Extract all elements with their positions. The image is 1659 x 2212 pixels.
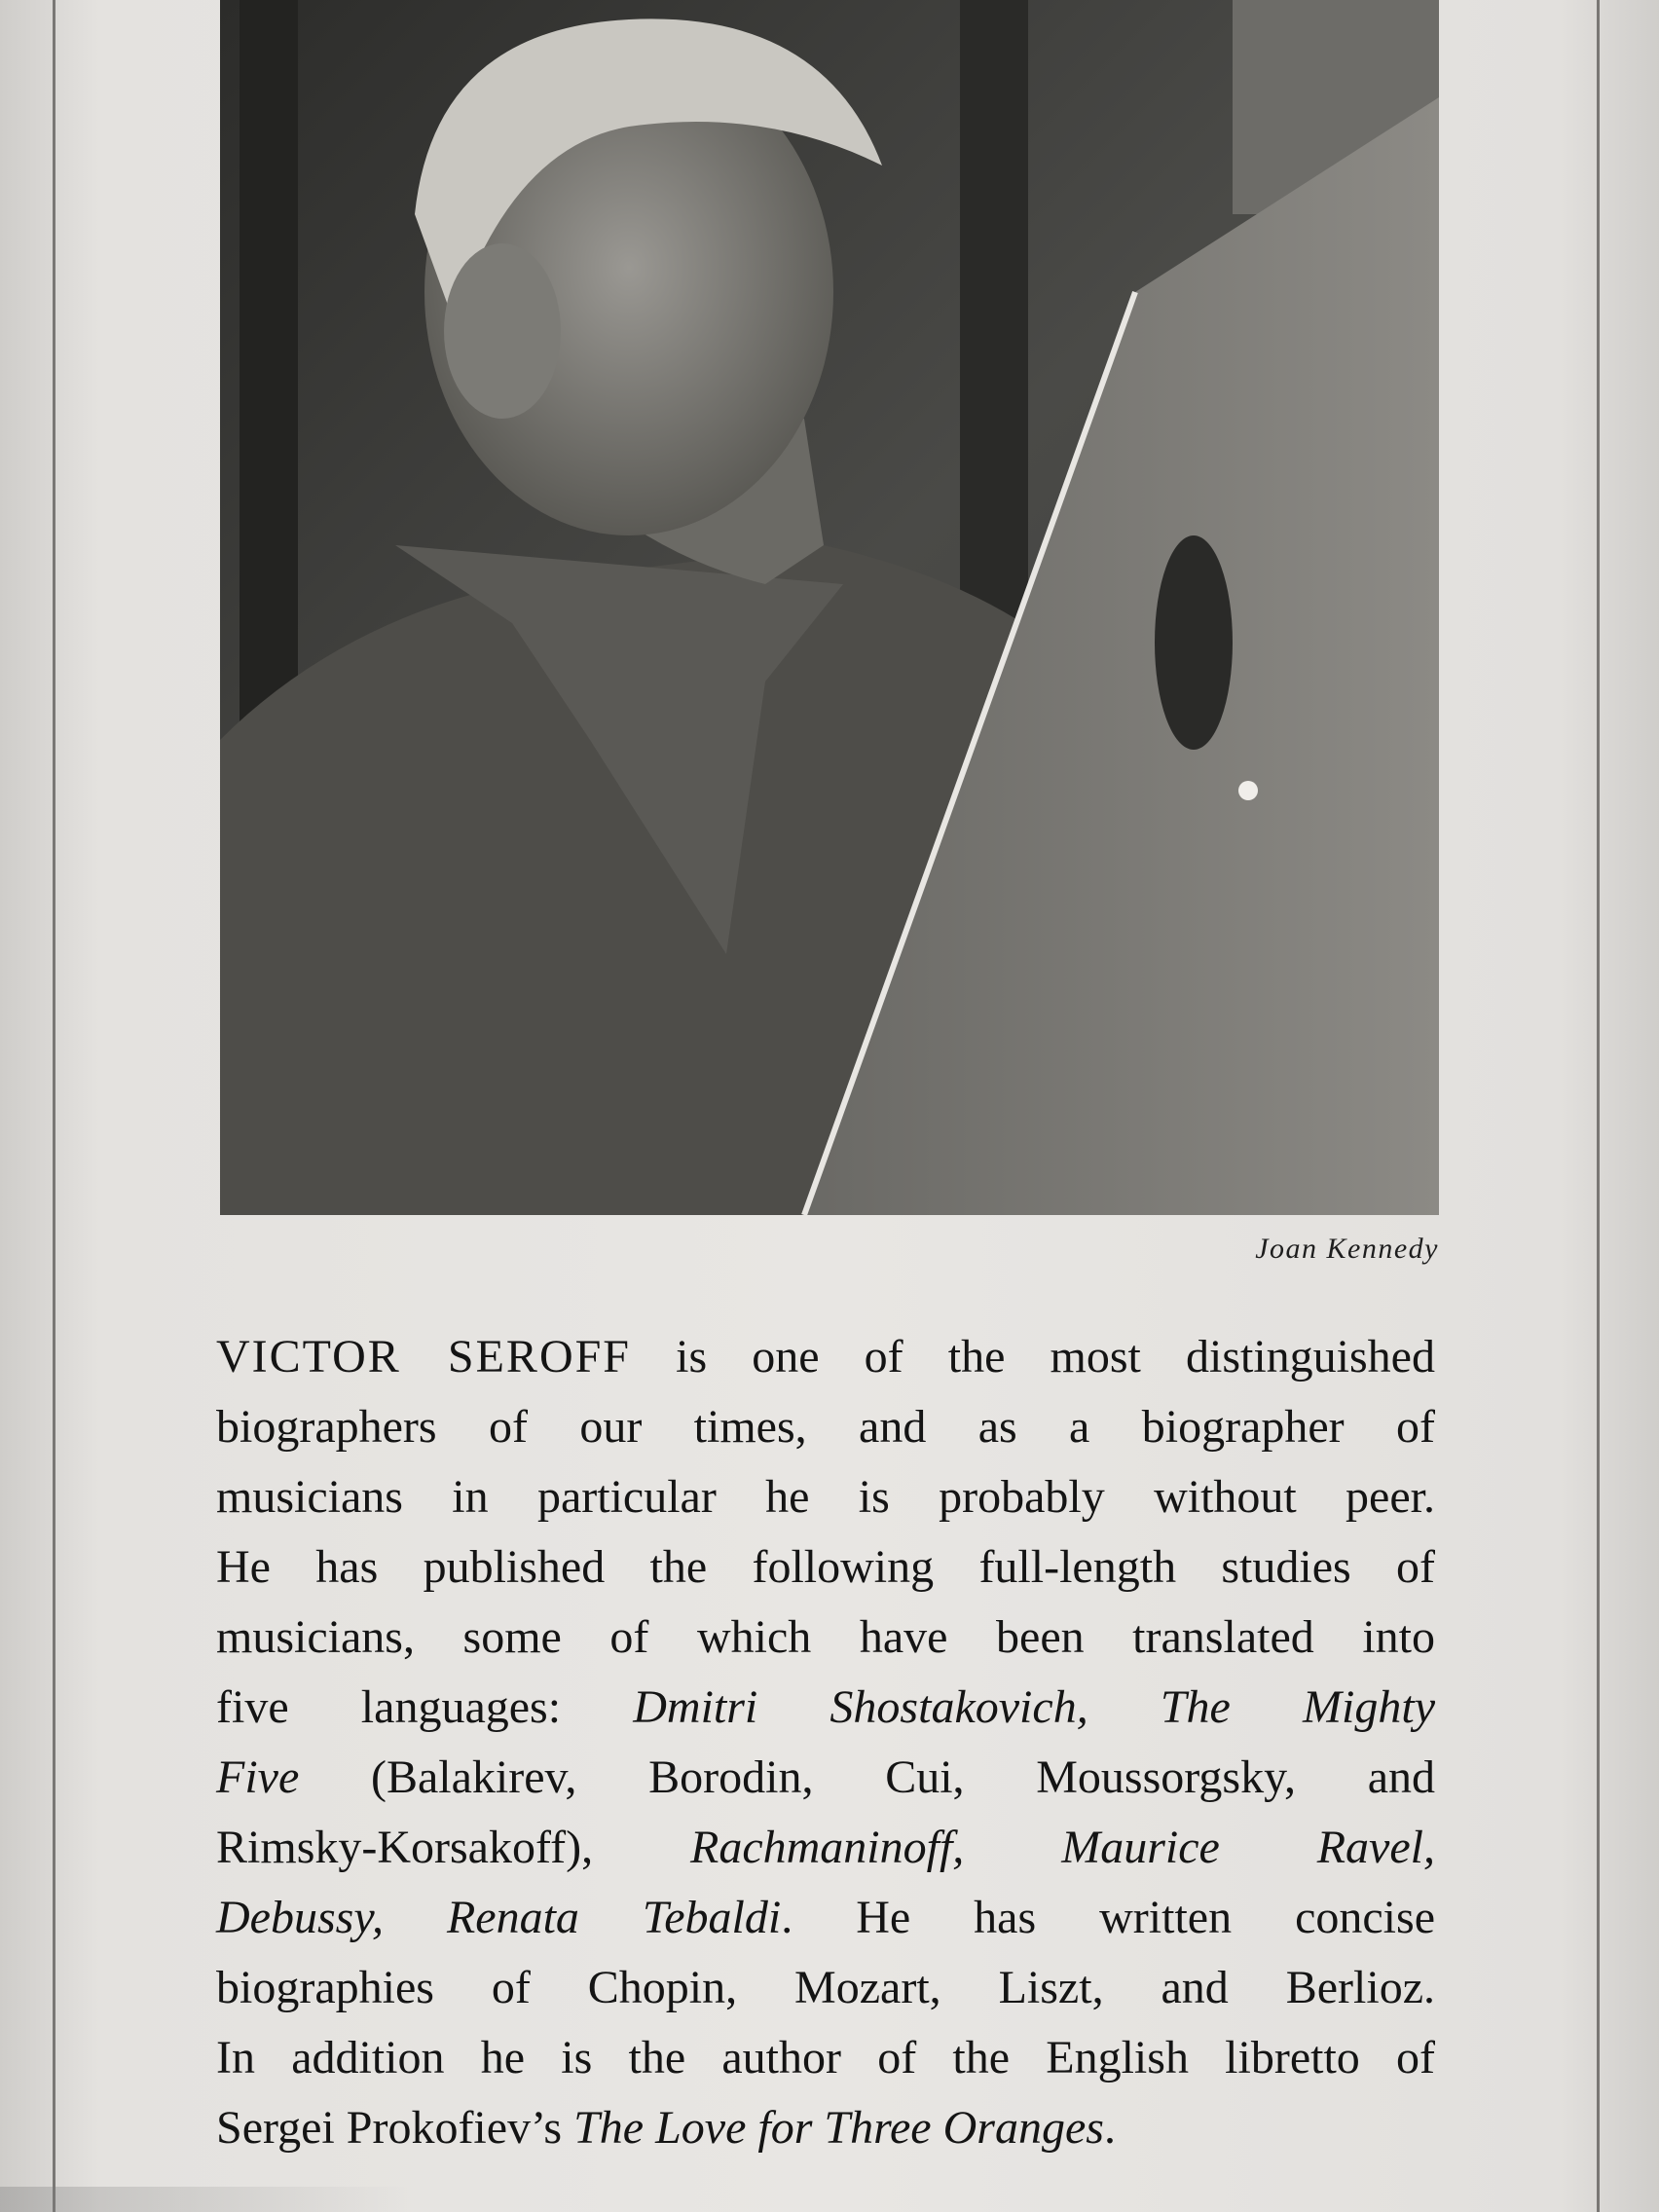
left-border-rule bbox=[53, 0, 55, 2212]
bio-line: Five (Balakirev, Borodin, Cui, Moussorgsky, and bbox=[216, 1751, 1435, 1803]
book-titles: Dmitri Shostakovich, The Mighty bbox=[633, 1681, 1435, 1733]
book-titles: Five bbox=[216, 1751, 300, 1803]
bio-line: five languages: Dmitri Shostakovich, The Mighty bbox=[216, 1681, 1435, 1733]
bio-line: In addition he is the author of the English libretto of bbox=[216, 2032, 1435, 2083]
author-photo bbox=[220, 0, 1439, 1215]
bio-line: Sergei Prokofiev’s The Love for Three Oranges. bbox=[216, 2102, 1116, 2154]
bio-line: biographies of Chopin, Mozart, Liszt, and Berlioz. bbox=[216, 1962, 1435, 2013]
book-titles: Debussy, Renata Tebaldi bbox=[216, 1892, 782, 1943]
author-name: VICTOR SEROFF bbox=[216, 1331, 631, 1382]
book-titles: Rachmaninoff, Maurice Ravel, bbox=[690, 1822, 1436, 1873]
watermark bbox=[0, 2187, 409, 2212]
author-biography bbox=[216, 1322, 1435, 2163]
photo-credit: Joan Kennedy bbox=[1255, 1233, 1439, 1265]
bio-line: VICTOR SEROFF is one of the most distinguished bbox=[216, 1331, 1435, 1382]
bio-line: musicians, some of which have been translated into bbox=[216, 1611, 1435, 1663]
book-titles: The Love for Three Oranges bbox=[573, 2102, 1104, 2154]
author-photo-image bbox=[220, 0, 1439, 1215]
bio-line: Rimsky-Korsakoff), Rachmaninoff, Maurice Ravel, bbox=[216, 1822, 1436, 1873]
bio-line: Debussy, Renata Tebaldi. He has written concise bbox=[216, 1892, 1436, 1943]
bio-line: biographers of our times, and as a biographer of bbox=[216, 1401, 1435, 1453]
bio-line: musicians in particular he is probably without peer. bbox=[216, 1471, 1435, 1523]
right-border-rule bbox=[1597, 0, 1600, 2212]
bio-line: He has published the following full-length studies of bbox=[216, 1541, 1435, 1593]
